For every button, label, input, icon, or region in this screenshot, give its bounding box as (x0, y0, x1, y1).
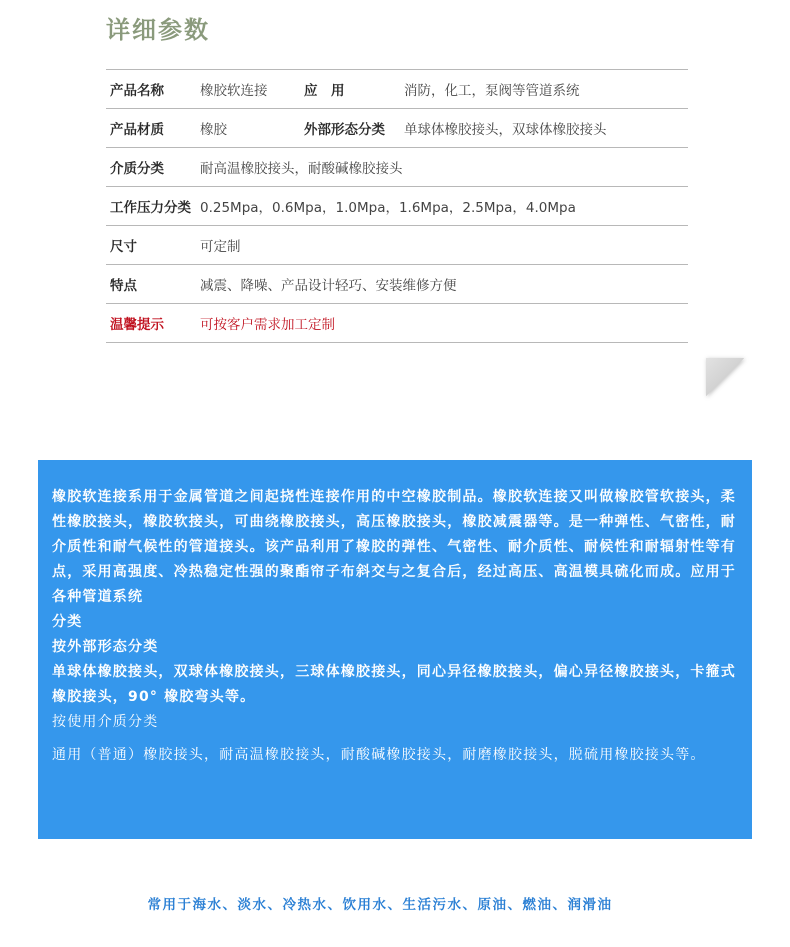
row-value: 橡胶软连接 (200, 70, 300, 109)
row-label-secondary: 外部形态分类 (300, 109, 404, 148)
medium-heading: 按使用介质分类 (52, 714, 159, 730)
params-table (106, 69, 688, 343)
description-intro: 橡胶软连接系用于金属管道之间起挠性连接作用的中空橡胶制品。橡胶软连接又叫做橡胶管软接头，柔性橡胶接头，橡胶软接头，可曲绕橡胶接头，高压橡胶接头，橡胶减震器等。是一种弹性、气密性，耐介质性和耐气候性的管道接头。该产品利用了橡胶的弹性、气密性、耐介质性、耐候性和耐辐射性等有点，采用高强度、冷热稳定性强的聚酯帘子布斜交与之复合后，经过高压、高温模具硫化而成。应用于各种管道系统 (52, 489, 736, 605)
table-row (106, 70, 688, 109)
table-row (106, 187, 688, 226)
table-row (106, 226, 688, 265)
medium-text: 通用（普通）橡胶接头，耐高温橡胶接头，耐酸碱橡胶接头，耐磨橡胶接头，脱硫用橡胶接头等。 (52, 747, 706, 763)
uses-line: 常用于海水、淡水、冷热水、饮用水、生活污水、原油、燃油、润滑油 (147, 897, 613, 913)
shape-heading: 按外部形态分类 (52, 639, 159, 655)
table-row (106, 148, 688, 187)
category-heading: 分类 (52, 614, 83, 630)
warning-row (106, 304, 688, 343)
row-label: 工作压力分类 (106, 187, 200, 226)
row-value: 可定制 (200, 226, 688, 265)
row-label: 产品材质 (106, 109, 200, 148)
params-title: 详细参数 (106, 16, 210, 44)
row-value: 橡胶 (200, 109, 300, 148)
description-panel (38, 460, 752, 839)
row-value-secondary: 单球体橡胶接头，双球体橡胶接头 (404, 109, 688, 148)
table-row (106, 109, 688, 148)
row-value: 0.25Mpa，0.6Mpa，1.0Mpa，1.6Mpa，2.5Mpa，4.0Mpa (200, 187, 688, 226)
warning-label: 温馨提示 (106, 304, 200, 343)
row-value-secondary: 消防，化工，泵阀等管道系统 (404, 70, 688, 109)
page-curl-corner (706, 358, 744, 396)
row-label-secondary: 应 用 (300, 70, 404, 109)
row-value: 减震、降噪、产品设计轻巧、安装维修方便 (200, 265, 688, 304)
row-label: 特点 (106, 265, 200, 304)
row-label: 尺寸 (106, 226, 200, 265)
row-label: 介质分类 (106, 148, 200, 187)
row-value: 耐高温橡胶接头，耐酸碱橡胶接头 (200, 148, 688, 187)
shape-text: 单球体橡胶接头，双球体橡胶接头，三球体橡胶接头，同心异径橡胶接头，偏心异径橡胶接头，卡箍式橡胶接头，90° 橡胶弯头等。 (52, 664, 736, 705)
table-row (106, 265, 688, 304)
row-label: 产品名称 (106, 70, 200, 109)
warning-value: 可按客户需求加工定制 (200, 304, 688, 343)
